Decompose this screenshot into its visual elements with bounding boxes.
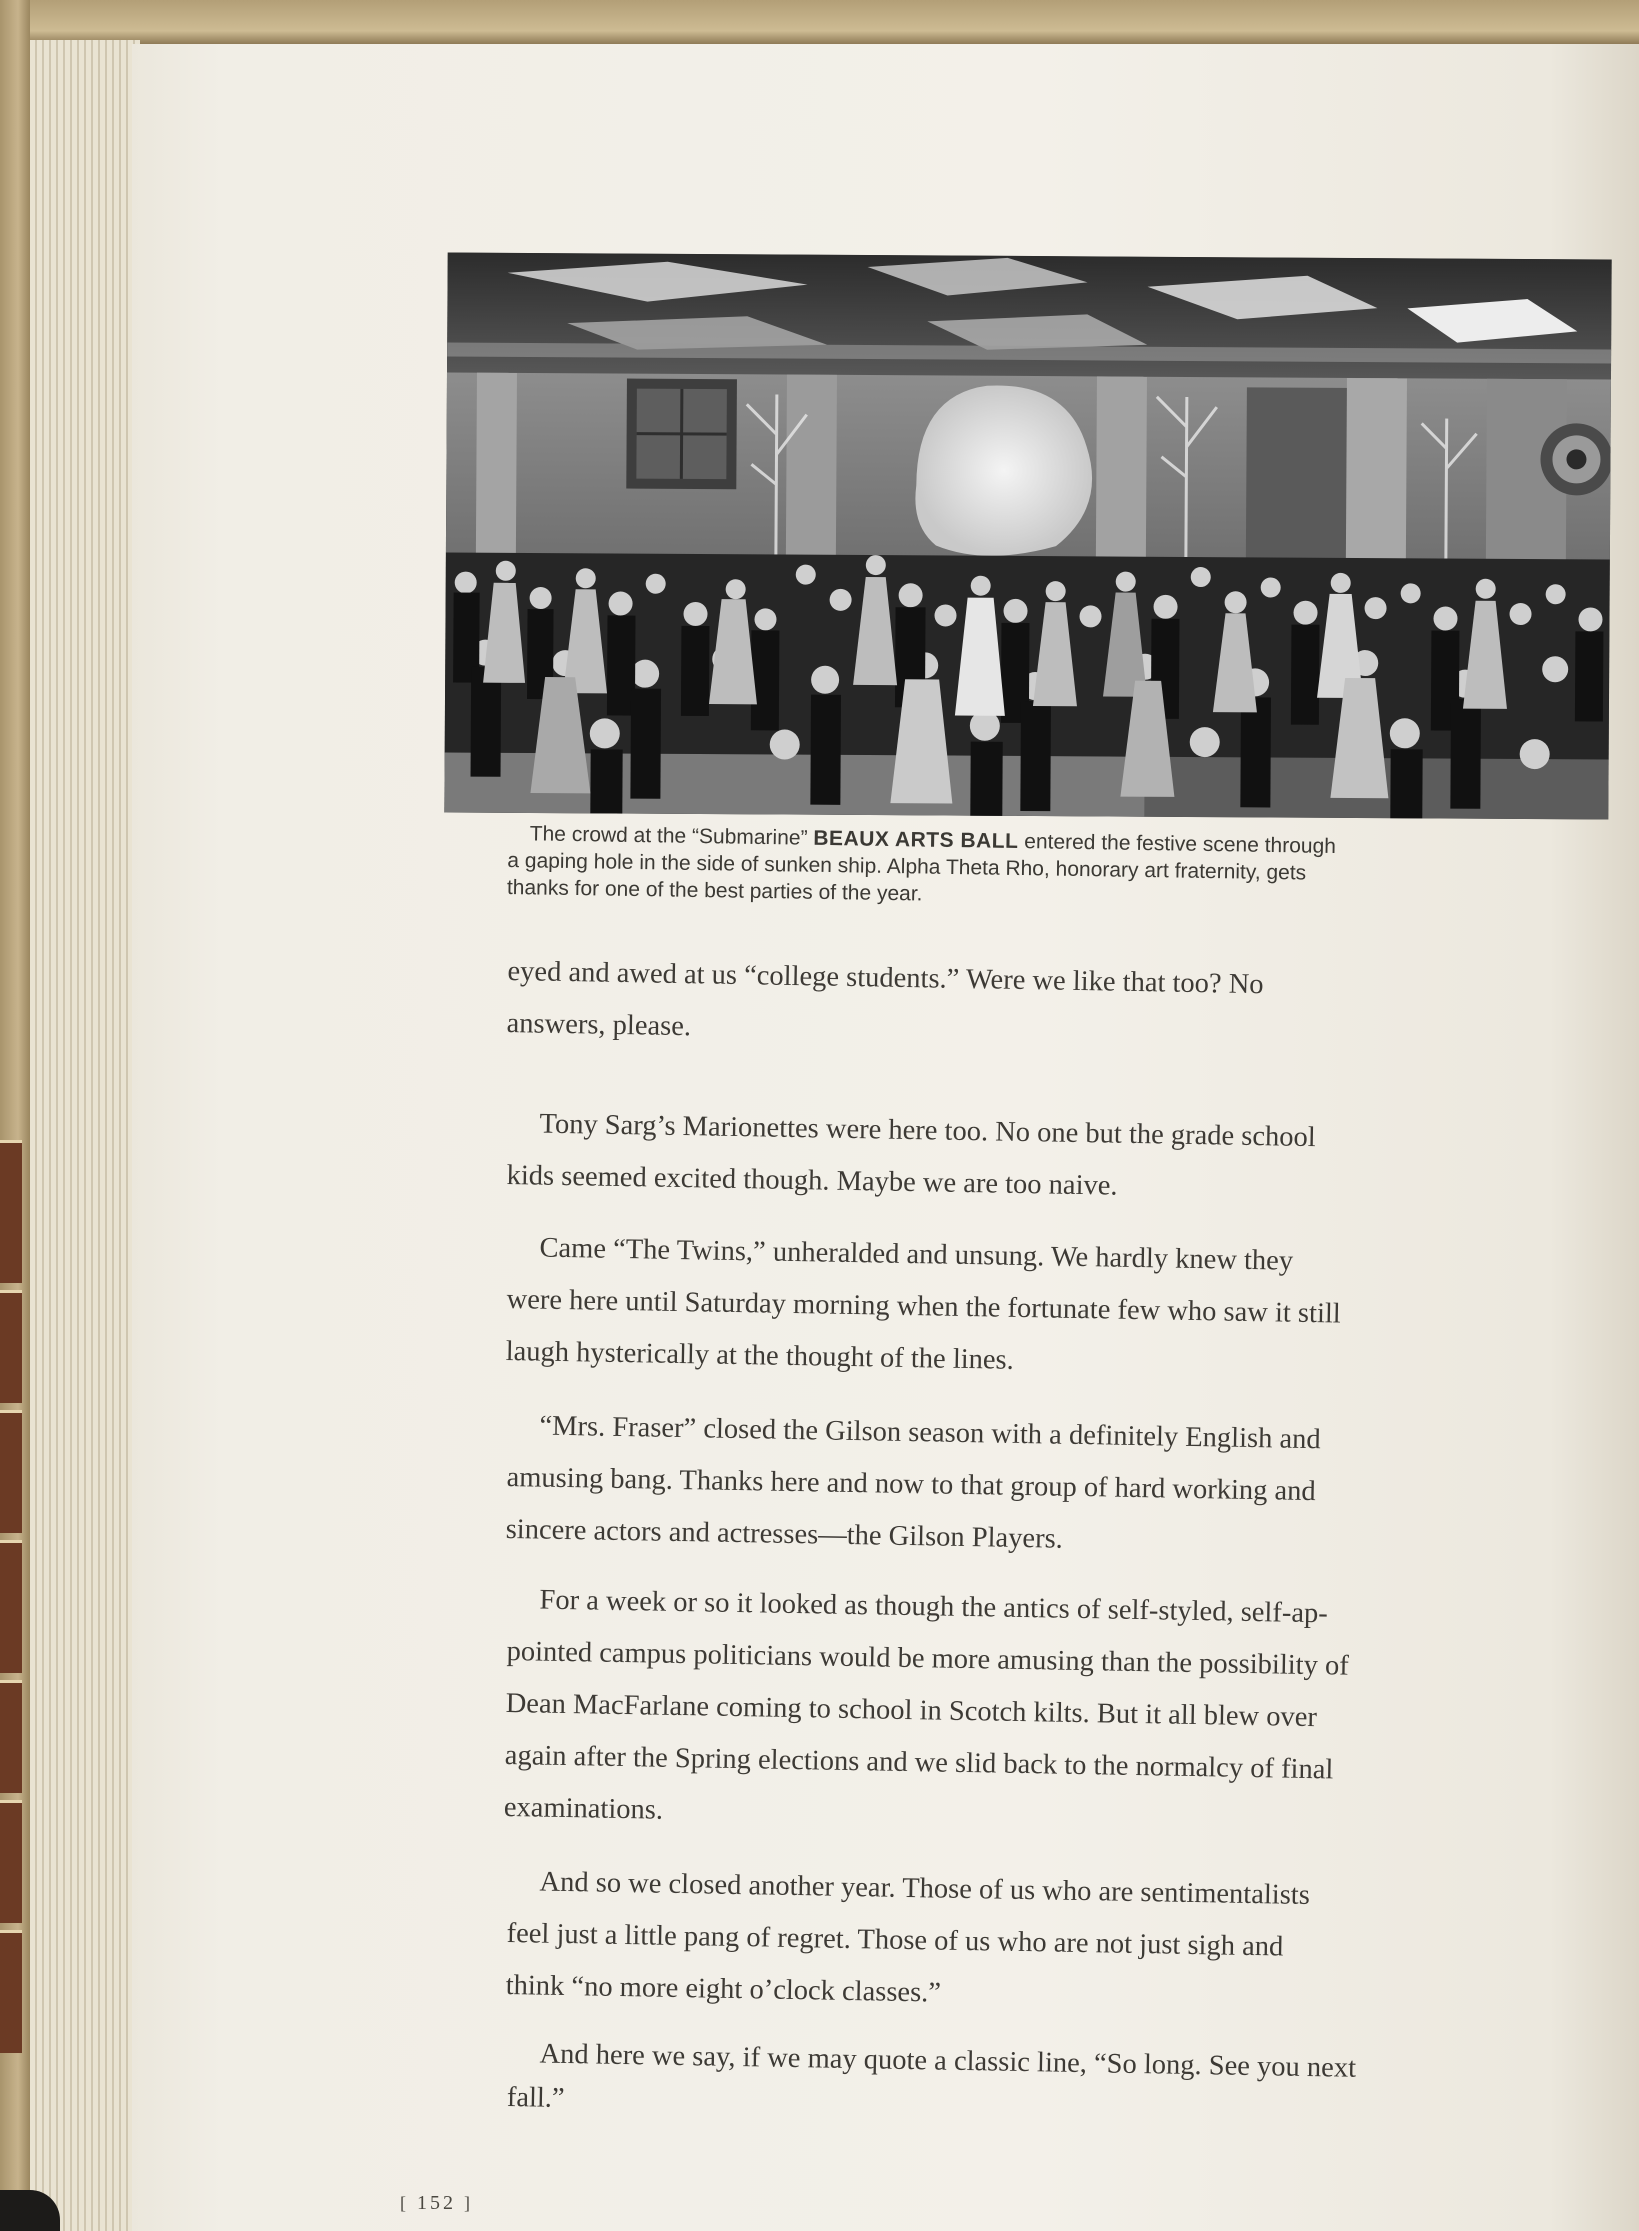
book-cover-top bbox=[0, 0, 1639, 44]
caption-text: entered the festive scene through bbox=[1018, 830, 1337, 859]
paragraph-5 bbox=[503, 1574, 1512, 1852]
paragraph-7 bbox=[506, 2032, 1512, 2138]
spine-band bbox=[0, 1140, 22, 1283]
ballroom-photo-image bbox=[444, 252, 1611, 819]
caption-line: thanks for one of the best parties of the year. bbox=[506, 875, 923, 906]
text-line: Came “The Twins,” unheralded and unsung. We hardly knew they bbox=[539, 1232, 1294, 1277]
caption-line: a gaping hole in the side of sunken ship. Alpha Theta Rho, honorary art fraternity, gets bbox=[507, 848, 1307, 885]
text-line: And so we closed another year. Those of us who are sentimentalists bbox=[539, 1866, 1311, 1911]
spine-band bbox=[0, 1930, 22, 2053]
text-line: think “no more eight o’clock classes.” bbox=[505, 1969, 942, 2009]
text-line: eyed and awed at us “college students.” Were we like that too? No bbox=[507, 955, 1264, 1001]
spine-band bbox=[0, 1680, 22, 1793]
book-spine bbox=[0, 0, 30, 2231]
spine-band bbox=[0, 1290, 22, 1403]
page-number bbox=[400, 2192, 473, 2215]
photo-caption bbox=[507, 820, 1513, 917]
paragraph-1 bbox=[506, 946, 1513, 1068]
text-line: pointed campus politicians would be more amusing than the possibility of bbox=[506, 1635, 1350, 1682]
book-page bbox=[132, 44, 1639, 2231]
caption-text: The crowd at the “Submarine” bbox=[529, 822, 814, 850]
paragraph-4 bbox=[505, 1400, 1513, 1574]
paragraph-2 bbox=[506, 1098, 1513, 1220]
page-number-bracket-close: ] bbox=[464, 2193, 473, 2213]
text-line: Tony Sarg’s Marionettes were here too. No one but the grade school bbox=[539, 1108, 1316, 1154]
page-number-value: 152 bbox=[417, 2192, 456, 2214]
paragraph-6 bbox=[505, 1856, 1513, 2030]
spine-band bbox=[0, 1800, 22, 1923]
text-line: examinations. bbox=[503, 1791, 664, 1826]
caption-event-name: BEAUX ARTS BALL bbox=[813, 826, 1019, 854]
text-line: “Mrs. Fraser” closed the Gilson season with a definitely English and bbox=[539, 1410, 1321, 1456]
text-line: And here we say, if we may quote a classic line, “So long. See you next bbox=[539, 2038, 1357, 2084]
text-line: sincere actors and actresses—the Gilson Players. bbox=[505, 1513, 1064, 1555]
spine-band bbox=[0, 1410, 22, 1533]
text-line: amusing bang. Thanks here and now to that group of hard working and bbox=[506, 1461, 1316, 1508]
text-line: again after the Spring elections and we slid back to the normalcy of final bbox=[504, 1739, 1334, 1786]
text-line: feel just a little pang of regret. Those of us who are not just sigh and bbox=[506, 1917, 1284, 1963]
text-line: kids seemed excited though. Maybe we are too naive. bbox=[506, 1159, 1118, 1202]
page-number-bracket-open: [ bbox=[400, 2193, 409, 2213]
text-line: laugh hysterically at the thought of the lines. bbox=[505, 1335, 1015, 1376]
text-line: Dean MacFarlane coming to school in Scotch kilts. But it all blew over bbox=[505, 1687, 1318, 1734]
spine-band bbox=[0, 1540, 22, 1673]
text-line: For a week or so it looked as though the antics of self-styled, self-ap- bbox=[539, 1584, 1329, 1630]
dance-photograph bbox=[444, 252, 1611, 819]
paragraph-3 bbox=[505, 1222, 1513, 1396]
text-line: fall.” bbox=[506, 2081, 565, 2114]
page-edges bbox=[30, 40, 140, 2231]
text-line: were here until Saturday morning when the fortunate few who saw it still bbox=[506, 1283, 1341, 1330]
text-line: answers, please. bbox=[506, 1007, 692, 1043]
